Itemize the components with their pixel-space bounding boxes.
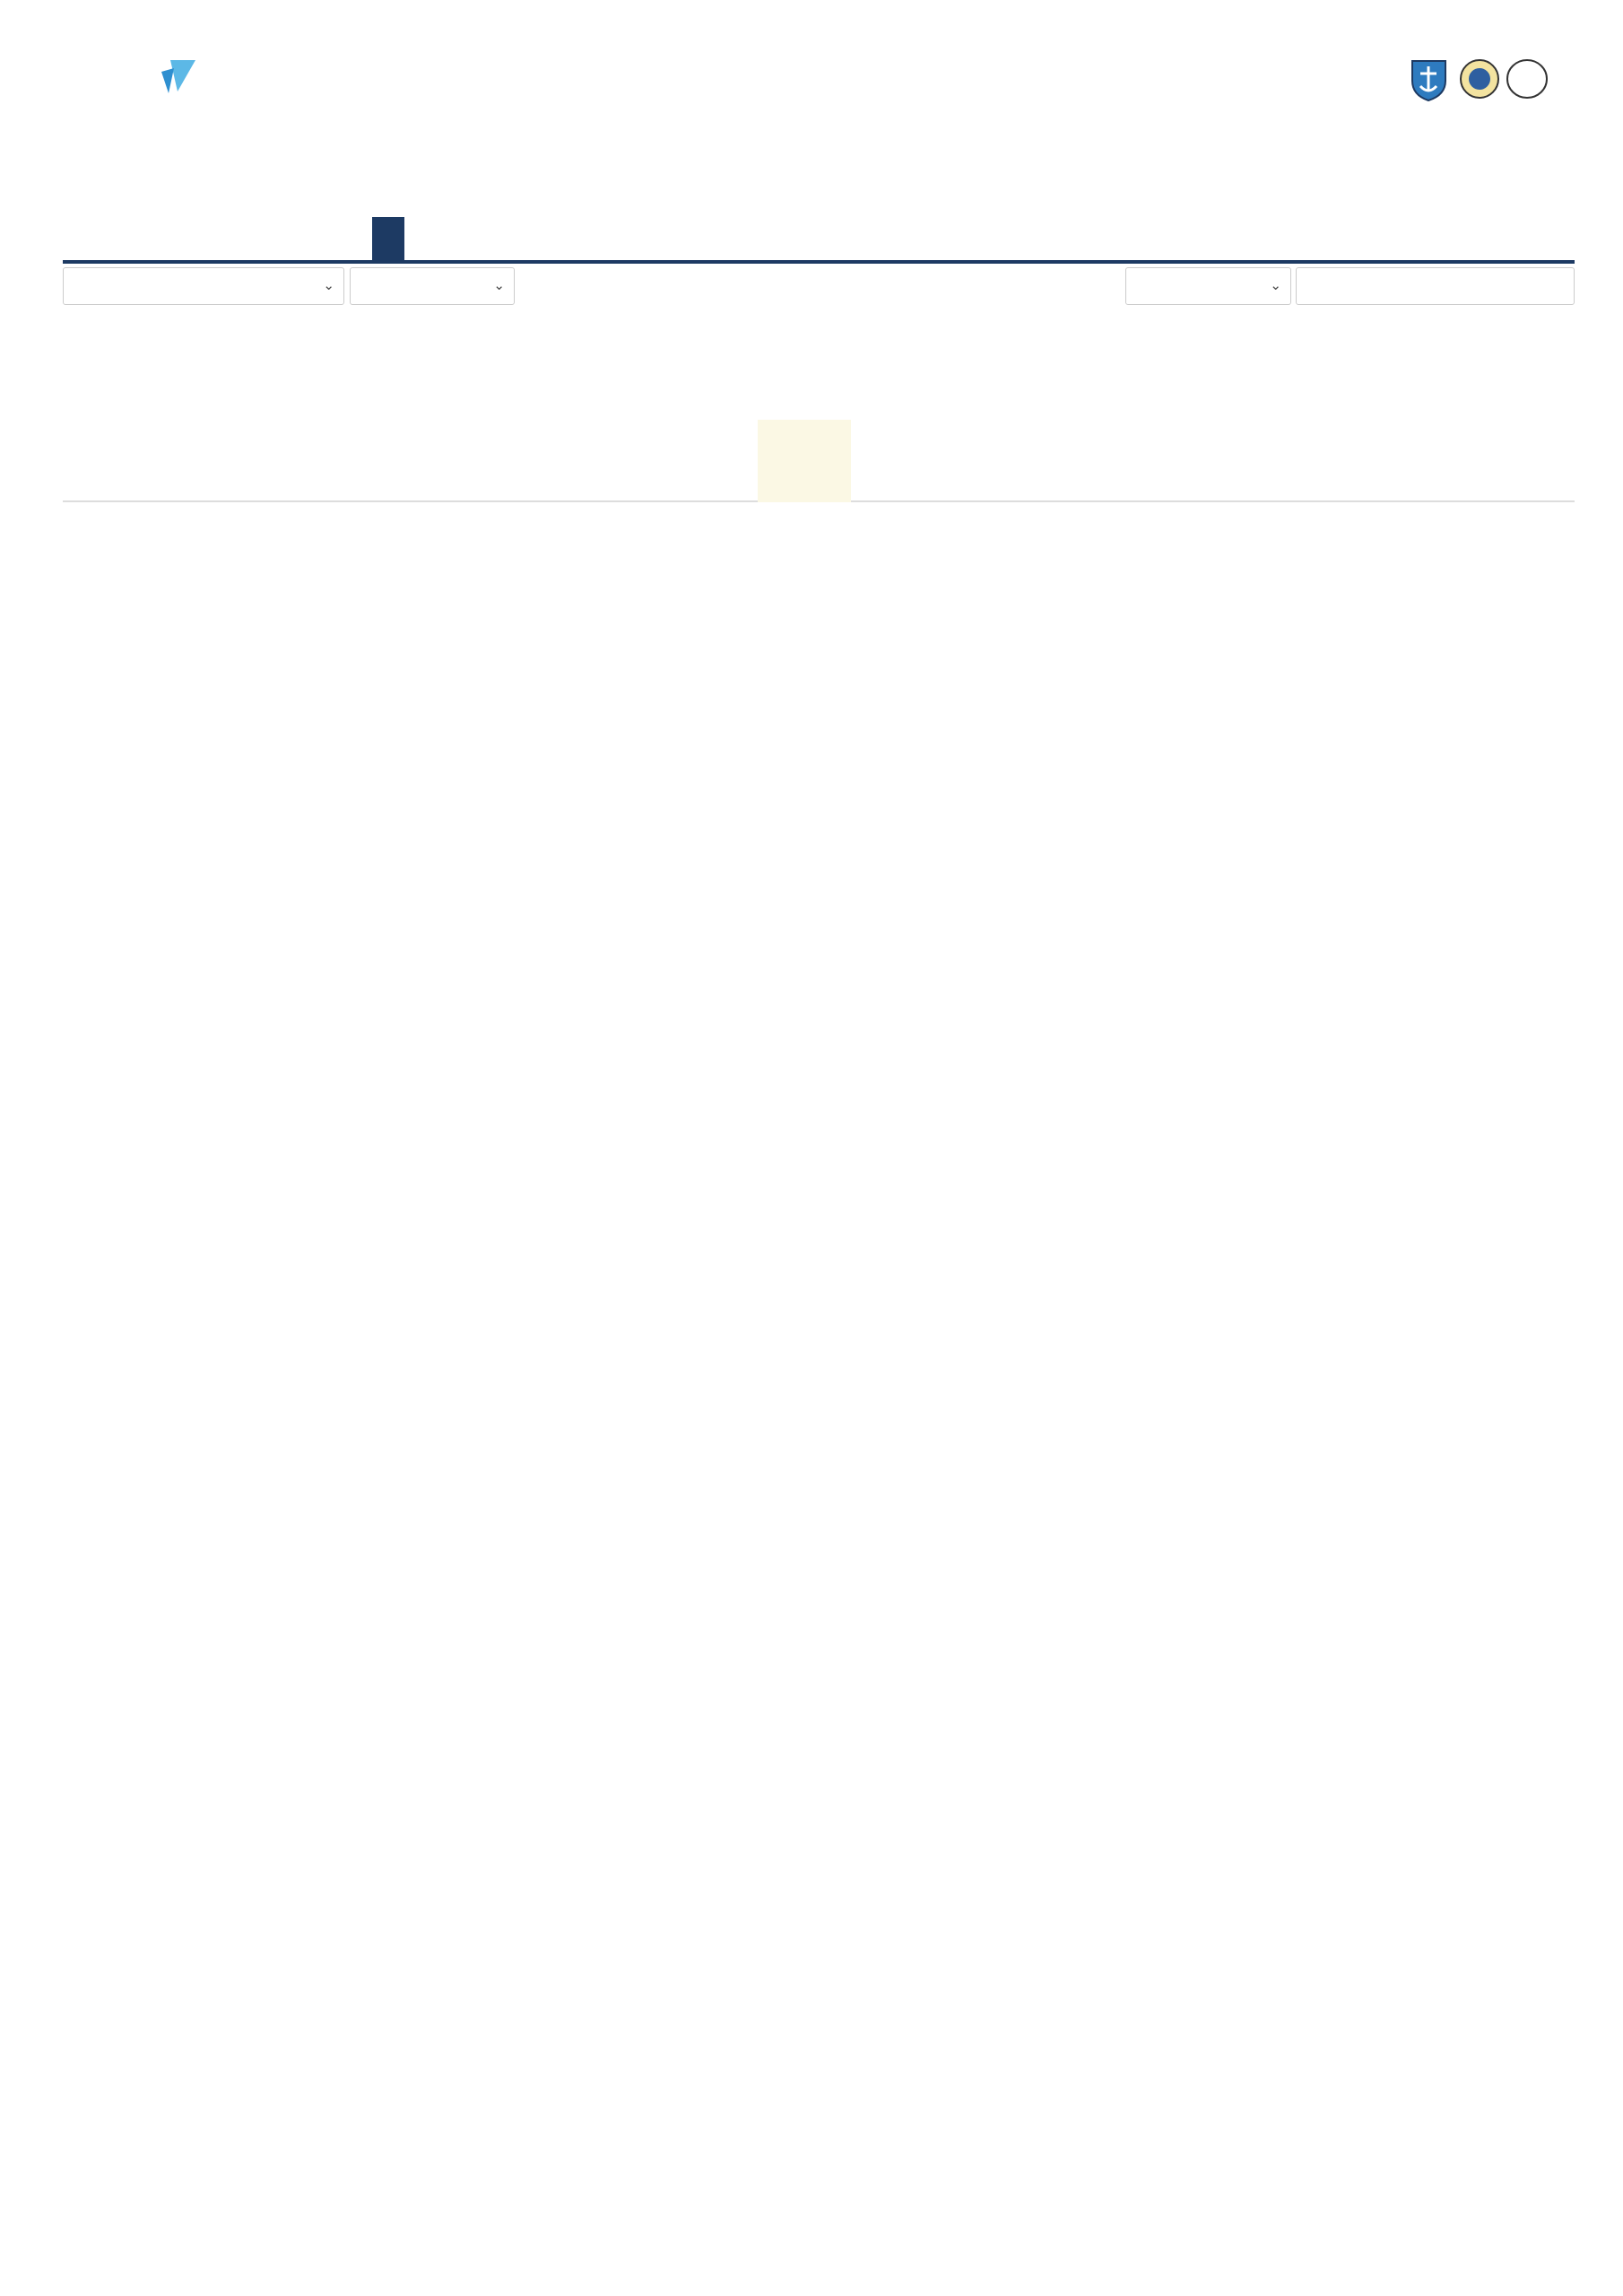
tab-notice-board[interactable]: [473, 217, 506, 260]
tab-classes[interactable]: [171, 217, 204, 260]
chevron-down-icon: ⌄: [493, 278, 505, 293]
tab-results[interactable]: [372, 217, 404, 260]
country-select[interactable]: [1125, 267, 1291, 305]
chevron-down-icon: ⌄: [323, 278, 334, 293]
results-table: [63, 420, 1575, 502]
filter-bar: [63, 267, 1575, 307]
chevron-down-icon: ⌄: [1270, 278, 1281, 293]
class-select[interactable]: [63, 267, 344, 305]
search-input[interactable]: [1296, 267, 1575, 305]
regatta-logo: [108, 56, 242, 154]
results-select[interactable]: [350, 267, 515, 305]
tab-details[interactable]: [86, 217, 118, 260]
sponsor-logos: [1408, 54, 1551, 103]
tab-entries[interactable]: [278, 217, 310, 260]
results-table-header: [63, 420, 1575, 502]
main-nav: [63, 217, 1575, 264]
